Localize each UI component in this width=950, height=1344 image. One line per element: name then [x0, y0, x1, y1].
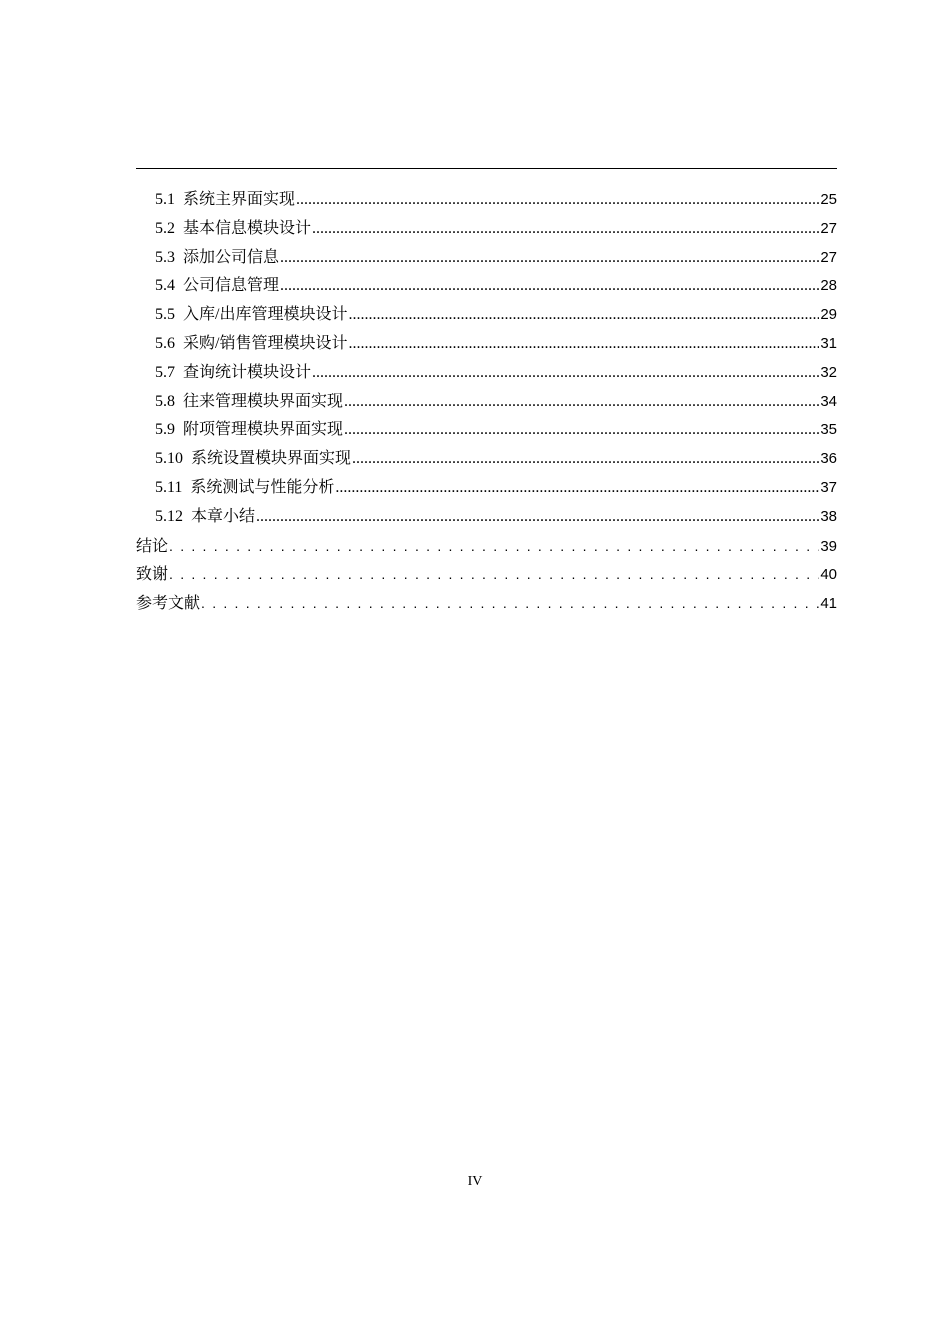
toc-entry-title: 参考文献 [136, 595, 201, 613]
page-number: IV [467, 1174, 483, 1189]
toc-entry-number: 5.12 [155, 507, 183, 525]
toc-leader-dots [348, 301, 819, 330]
table-of-contents [136, 186, 837, 618]
toc-entry-title: 致谢 [136, 566, 169, 584]
toc-entry-number: 5.10 [155, 450, 183, 468]
toc-entry-5-4[interactable] [136, 272, 837, 301]
toc-entry-page: 36 [820, 450, 837, 468]
toc-leader-dots [201, 589, 819, 618]
toc-entry-page: 34 [820, 392, 837, 410]
toc-leader-dots [169, 532, 819, 561]
toc-entry-number: 5.1 [155, 191, 175, 208]
toc-leader-dots [169, 560, 819, 589]
toc-entry-page: 25 [820, 191, 837, 208]
toc-entry-5-5[interactable] [136, 301, 837, 330]
toc-entry-page: 38 [820, 507, 837, 525]
toc-leader-dots [296, 186, 819, 215]
toc-entry-number: 5.2 [155, 219, 175, 237]
toc-entry-title: 基本信息模块设计 [183, 219, 312, 237]
toc-entry-5-3[interactable] [136, 244, 837, 273]
toc-entry-page: 28 [820, 277, 837, 295]
toc-entry-page: 32 [820, 363, 837, 381]
toc-entry-number: 5.9 [155, 421, 175, 439]
toc-entry-number: 5.7 [155, 363, 175, 381]
toc-entry-page: 41 [820, 595, 837, 613]
toc-entry-page: 31 [820, 334, 837, 352]
toc-entry-number: 5.5 [155, 306, 175, 324]
toc-leader-dots [280, 272, 819, 301]
toc-leader-dots [256, 503, 819, 532]
toc-entry-5-10[interactable] [136, 445, 837, 474]
toc-entry-acknowledgements[interactable] [136, 560, 837, 589]
toc-entry-number: 5.3 [155, 248, 175, 266]
toc-entry-page: 35 [820, 421, 837, 439]
toc-leader-dots [352, 445, 819, 474]
toc-entry-title: 查询统计模块设计 [183, 363, 312, 381]
toc-leader-dots [344, 416, 819, 445]
toc-entry-title: 附项管理模块界面实现 [183, 421, 344, 439]
toc-entry-5-1[interactable] [136, 186, 837, 215]
toc-leader-dots [344, 388, 819, 417]
header-rule [136, 168, 837, 169]
toc-leader-dots [312, 359, 819, 388]
toc-entry-page: 29 [820, 306, 837, 324]
toc-entry-title: 系统设置模块界面实现 [191, 450, 352, 468]
toc-entry-title: 系统测试与性能分析 [190, 478, 335, 496]
toc-entry-number: 5.6 [155, 334, 175, 352]
toc-entry-5-8[interactable] [136, 388, 837, 417]
toc-entry-references[interactable] [136, 589, 837, 618]
toc-leader-dots [280, 244, 819, 273]
toc-entry-5-7[interactable] [136, 359, 837, 388]
toc-entry-title: 往来管理模块界面实现 [183, 392, 344, 410]
toc-leader-dots [335, 474, 819, 503]
toc-entry-5-9[interactable] [136, 416, 837, 445]
toc-leader-dots [348, 330, 819, 359]
toc-entry-conclusion[interactable] [136, 532, 837, 561]
toc-entry-5-2[interactable] [136, 215, 837, 244]
toc-entry-5-6[interactable] [136, 330, 837, 359]
toc-entry-page: 27 [820, 248, 837, 266]
toc-entry-title: 添加公司信息 [183, 248, 280, 266]
toc-entry-number: 5.4 [155, 277, 175, 295]
toc-entry-5-11[interactable] [136, 474, 837, 503]
toc-entry-title: 采购/销售管理模块设计 [183, 334, 348, 352]
toc-entry-title: 结论 [136, 537, 169, 555]
toc-entry-page: 39 [820, 537, 837, 555]
toc-entry-title: 本章小结 [191, 507, 256, 525]
toc-entry-title: 公司信息管理 [183, 277, 280, 295]
toc-entry-number: 5.8 [155, 392, 175, 410]
toc-entry-page: 27 [820, 219, 837, 237]
toc-entry-page: 40 [820, 566, 837, 584]
toc-entry-number: 5.11 [155, 478, 183, 496]
toc-entry-title: 入库/出库管理模块设计 [183, 306, 348, 324]
toc-entry-page: 37 [820, 478, 837, 496]
toc-leader-dots [312, 215, 819, 244]
toc-entry-5-12[interactable] [136, 503, 837, 532]
toc-entry-title: 系统主界面实现 [183, 191, 296, 208]
